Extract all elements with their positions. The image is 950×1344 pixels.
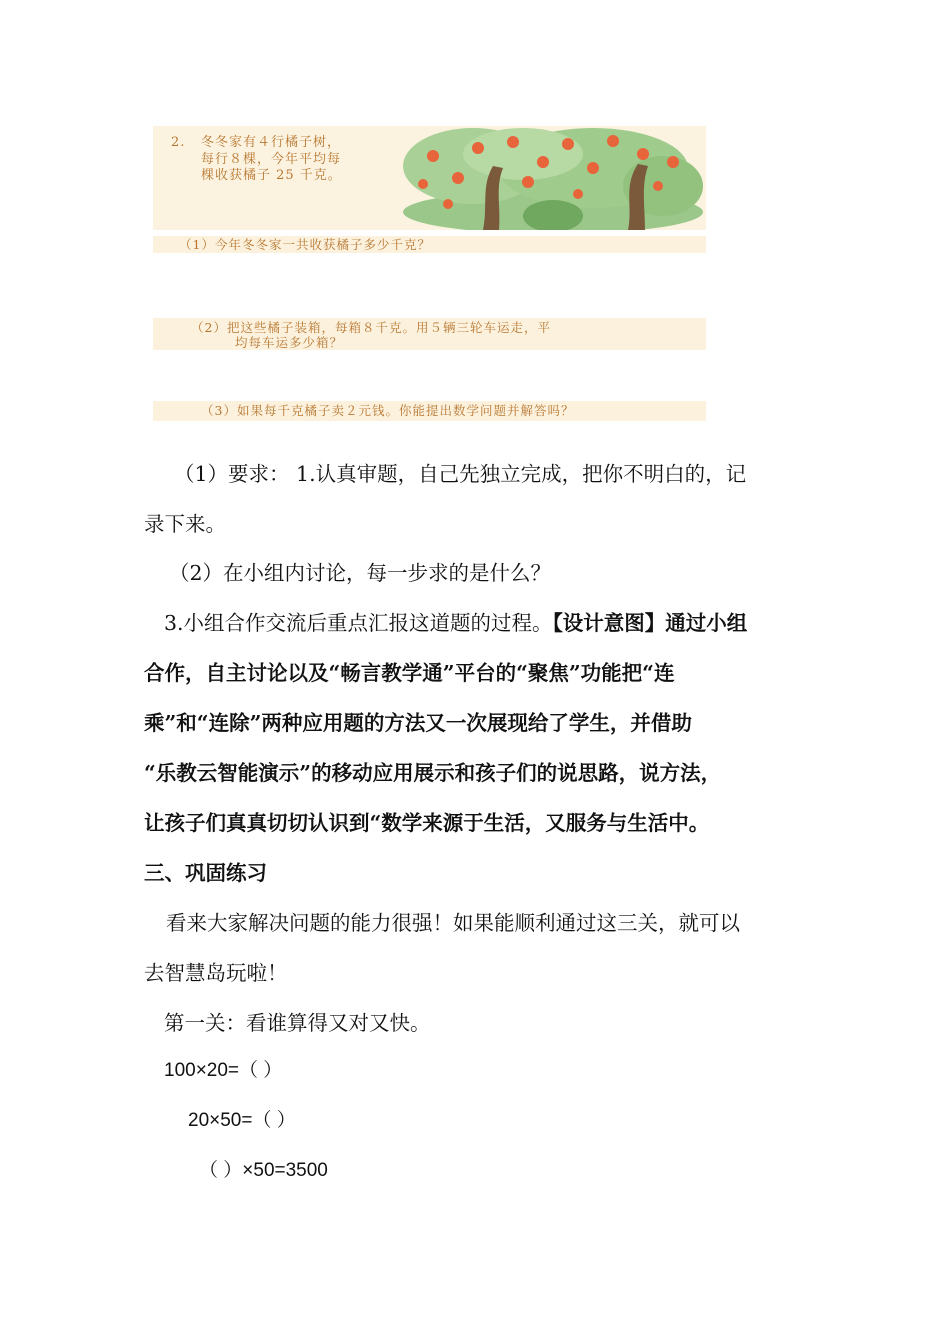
problem-statement bbox=[171, 135, 411, 185]
design-intent-line-3: 乘”和“连除”两种应用题的方法又一次展现给了学生，并借助 bbox=[144, 711, 692, 735]
problem-line-1: 冬冬家有４行橘子树， bbox=[201, 135, 342, 150]
orange-trees-illustration bbox=[403, 126, 706, 230]
intro-line-2: 去智慧岛玩啦！ bbox=[144, 961, 288, 985]
design-intent-line-4: “乐教云智能演示”的移动应用展示和孩子们的说思路，说方法， bbox=[144, 761, 722, 785]
requirement-line-2: 录下来。 bbox=[144, 512, 226, 536]
discussion-line: （2）在小组内讨论，每一步求的是什么？ bbox=[169, 561, 552, 585]
requirement-line-1: （1）要求： 1.认真审题，自己先独立完成，把你不明白的，记 bbox=[174, 462, 747, 486]
intro-line-1: 看来大家解决问题的能力很强！如果能顺利通过这三关，就可以 bbox=[166, 911, 740, 935]
problem-line-2: 每行８棵，今年平均每 bbox=[201, 151, 342, 167]
design-intent-line-2: 合作，自主讨论以及“畅言教学通”平台的“聚焦”功能把“连 bbox=[144, 661, 675, 685]
question-1: （1）今年冬冬家一共收获橘子多少千克？ bbox=[153, 236, 706, 253]
equation-2: 20×50=（ ） bbox=[188, 1110, 296, 1131]
equation-3: （ ）×50=3500 bbox=[199, 1160, 328, 1181]
problem-line-3: 棵收获橘子 25 千克。 bbox=[201, 168, 342, 183]
question-3: （3）如果每千克橘子卖２元钱。你能提出数学问题并解答吗？ bbox=[153, 401, 706, 421]
section-heading: 三、巩固练习 bbox=[144, 861, 267, 885]
report-text: 3.小组合作交流后重点汇报这道题的过程。 bbox=[164, 611, 553, 635]
intro-paragraph bbox=[144, 898, 808, 998]
question-2 bbox=[153, 318, 706, 350]
level-one-heading: 第一关：看谁算得又对又快。 bbox=[164, 1011, 431, 1035]
question-2-line-1: （2）把这些橘子装箱，每箱８千克。用５辆三轮车运走，平 bbox=[191, 320, 551, 335]
design-intent-line-1: 【设计意图】通过小组 bbox=[552, 611, 748, 635]
requirement-paragraph bbox=[144, 449, 808, 549]
design-intent-line-5: 让孩子们真真切切认识到“数学来源于生活，又服务与生活中。 bbox=[144, 811, 710, 835]
problem-number: 2. bbox=[171, 135, 186, 150]
equation-1: 100×20=（ ） bbox=[164, 1060, 283, 1081]
problem-card bbox=[153, 126, 706, 230]
design-intent-paragraph bbox=[144, 598, 808, 848]
question-2-line-2: 均每车运多少箱？ bbox=[235, 335, 344, 350]
